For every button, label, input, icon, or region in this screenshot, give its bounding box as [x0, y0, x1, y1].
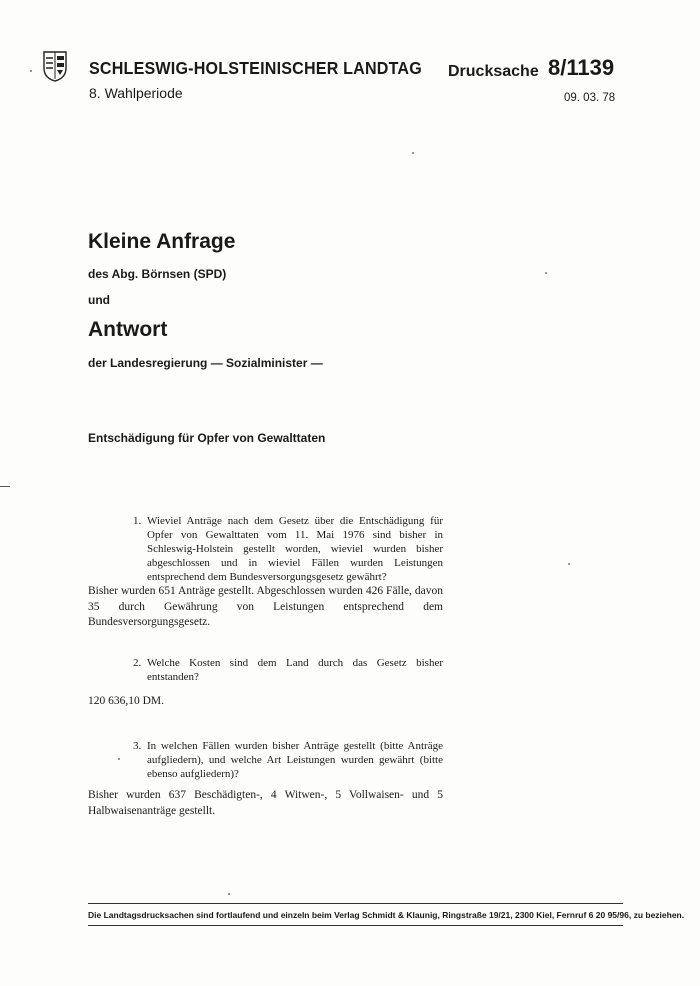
answer-3: Bisher wurden 637 Beschädigten-, 4 Witwen-, 5 Vollwaisen- und 5 Halbwaisenanträge gestellt. [88, 789, 443, 817]
footer-text: Die Landtagsdrucksachen sind fortlaufend und einzeln beim Verlag Schmidt & Klaunig, Ringstraße 19/21, 2300 Kiel, Fernruf 6 20 95/96, zu beziehen. [88, 910, 685, 920]
question-text: In welchen Fällen wurden bisher Anträge gestellt (bitte Anträge aufgliedern), und welche Art Leistungen wurden gewährt (bitte ebenso aufgliedern)? [147, 740, 443, 780]
answer-1: Bisher wurden 651 Anträge gestellt. Abgeschlossen wurden 426 Fälle, davon 35 durch Gewährung von Leistungen entsprechend dem Bundesversorgungsgesetz. [88, 585, 443, 628]
scan-speck [30, 70, 32, 72]
document-date: 09. 03. 78 [564, 92, 616, 104]
scan-speck [228, 893, 230, 895]
scan-edge-mark [0, 486, 10, 487]
kleine-anfrage-heading: Kleine Anfrage [88, 230, 236, 253]
scan-speck [545, 272, 547, 274]
question-number: 2. [133, 657, 142, 669]
question-text: Welche Kosten sind dem Land durch das Gesetz bisher entstanden? [147, 657, 443, 683]
drucksache-label: Drucksache [448, 63, 539, 80]
question-2 [133, 656, 443, 684]
scan-speck [412, 152, 414, 154]
footer-bottom-rule [88, 925, 623, 926]
author-line: des Abg. Börnsen (SPD) [88, 267, 227, 281]
coat-of-arms-icon [42, 50, 68, 82]
scan-speck [118, 758, 120, 760]
legislative-period: 8. Wahlperiode [89, 85, 183, 101]
answer-2: 120 636,10 DM. [88, 695, 165, 707]
question-3 [133, 739, 443, 781]
question-number: 3. [133, 740, 142, 752]
und-line: und [88, 293, 110, 307]
question-1 [133, 514, 443, 584]
question-text: Wieviel Anträge nach dem Gesetz über die Entschädigung für Opfer von Gewalttaten vom 11. Mai 1976 sind bisher in Schleswig-Holstein gestellt worden, wieviel wurden bisher abgeschlossen und in wieviel Fällen wurden Leistungen entsprechend dem Bundesversorgungsgesetz gewährt? [147, 515, 443, 583]
subject-line: Entschädigung für Opfer von Gewalttaten [88, 431, 326, 445]
footer-top-rule [88, 903, 623, 904]
parliament-name: SCHLESWIG-HOLSTEINISCHER LANDTAG [89, 58, 422, 78]
drucksache-number: 8/1139 [548, 55, 615, 80]
antwort-heading: Antwort [88, 318, 168, 341]
scan-speck [568, 563, 570, 565]
respondent-line: der Landesregierung — Sozialminister — [88, 356, 323, 370]
question-number: 1. [133, 515, 142, 527]
